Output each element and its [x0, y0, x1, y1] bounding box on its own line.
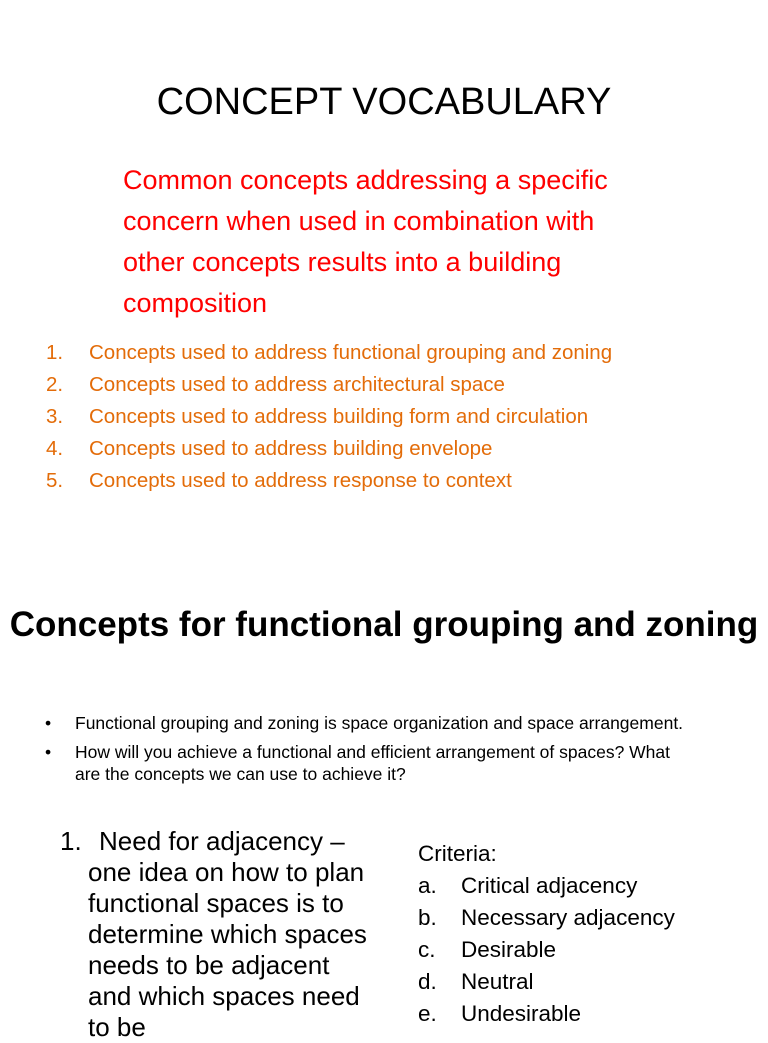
criteria-heading: Criteria:	[418, 841, 497, 866]
criteria-text: Undesirable	[461, 1001, 582, 1026]
slide-title: CONCEPT VOCABULARY	[156, 81, 612, 123]
list-number: 4.	[46, 437, 64, 460]
point-text: Need for adjacency – one idea on how to plan functional spaces is to determine which spaces needs to be adjacent and which spaces need to be	[88, 826, 367, 1042]
adjacency-point	[60, 826, 380, 1043]
concept-list	[0, 340, 768, 500]
criteria-list	[418, 838, 758, 1030]
bullet-text: Functional grouping and zoning is space organization and space arrangement.	[75, 713, 684, 733]
criteria-text: Necessary adjacency	[461, 905, 675, 930]
slide-functional-grouping	[0, 560, 768, 1042]
list-number: 1.	[46, 341, 64, 364]
list-item	[0, 340, 689, 365]
criteria-letter: a.	[418, 873, 437, 898]
criteria-item	[418, 966, 758, 998]
list-number: 3.	[46, 405, 64, 428]
criteria-text: Desirable	[461, 937, 557, 962]
criteria-text: Neutral	[461, 969, 534, 994]
criteria-item	[418, 902, 758, 934]
bullet-marker: •	[45, 713, 52, 733]
list-item	[0, 372, 689, 397]
criteria-letter: c.	[418, 937, 436, 962]
list-item	[0, 468, 689, 493]
bullet-item	[0, 712, 695, 734]
list-text: Concepts used to address building envelope	[89, 437, 493, 460]
intro-text: Common concepts addressing a specific concern when used in combination with other concepts results into a building composition	[123, 165, 608, 318]
point-number: 1.	[60, 826, 82, 856]
criteria-letter: d.	[418, 969, 437, 994]
list-item	[0, 436, 689, 461]
list-number: 2.	[46, 373, 64, 396]
criteria-letter: e.	[418, 1001, 437, 1026]
bullet-list	[0, 712, 768, 792]
list-text: Concepts used to address functional grouping and zoning	[89, 341, 613, 364]
bullet-marker: •	[45, 742, 52, 762]
list-number: 5.	[46, 469, 64, 492]
list-text: Concepts used to address response to context	[89, 469, 512, 492]
slide-title: Concepts for functional grouping and zoning	[9, 605, 759, 644]
bullet-text: How will you achieve a functional and efficient arrangement of spaces? What are the concepts we can use to achieve it?	[75, 742, 671, 784]
criteria-item	[418, 998, 758, 1030]
list-text: Concepts used to address architectural space	[89, 373, 505, 396]
criteria-letter: b.	[418, 905, 437, 930]
criteria-item	[418, 934, 758, 966]
criteria-text: Critical adjacency	[461, 873, 638, 898]
list-item	[0, 404, 689, 429]
bullet-item	[0, 741, 695, 785]
criteria-item	[418, 870, 758, 902]
list-text: Concepts used to address building form and circulation	[89, 405, 589, 428]
